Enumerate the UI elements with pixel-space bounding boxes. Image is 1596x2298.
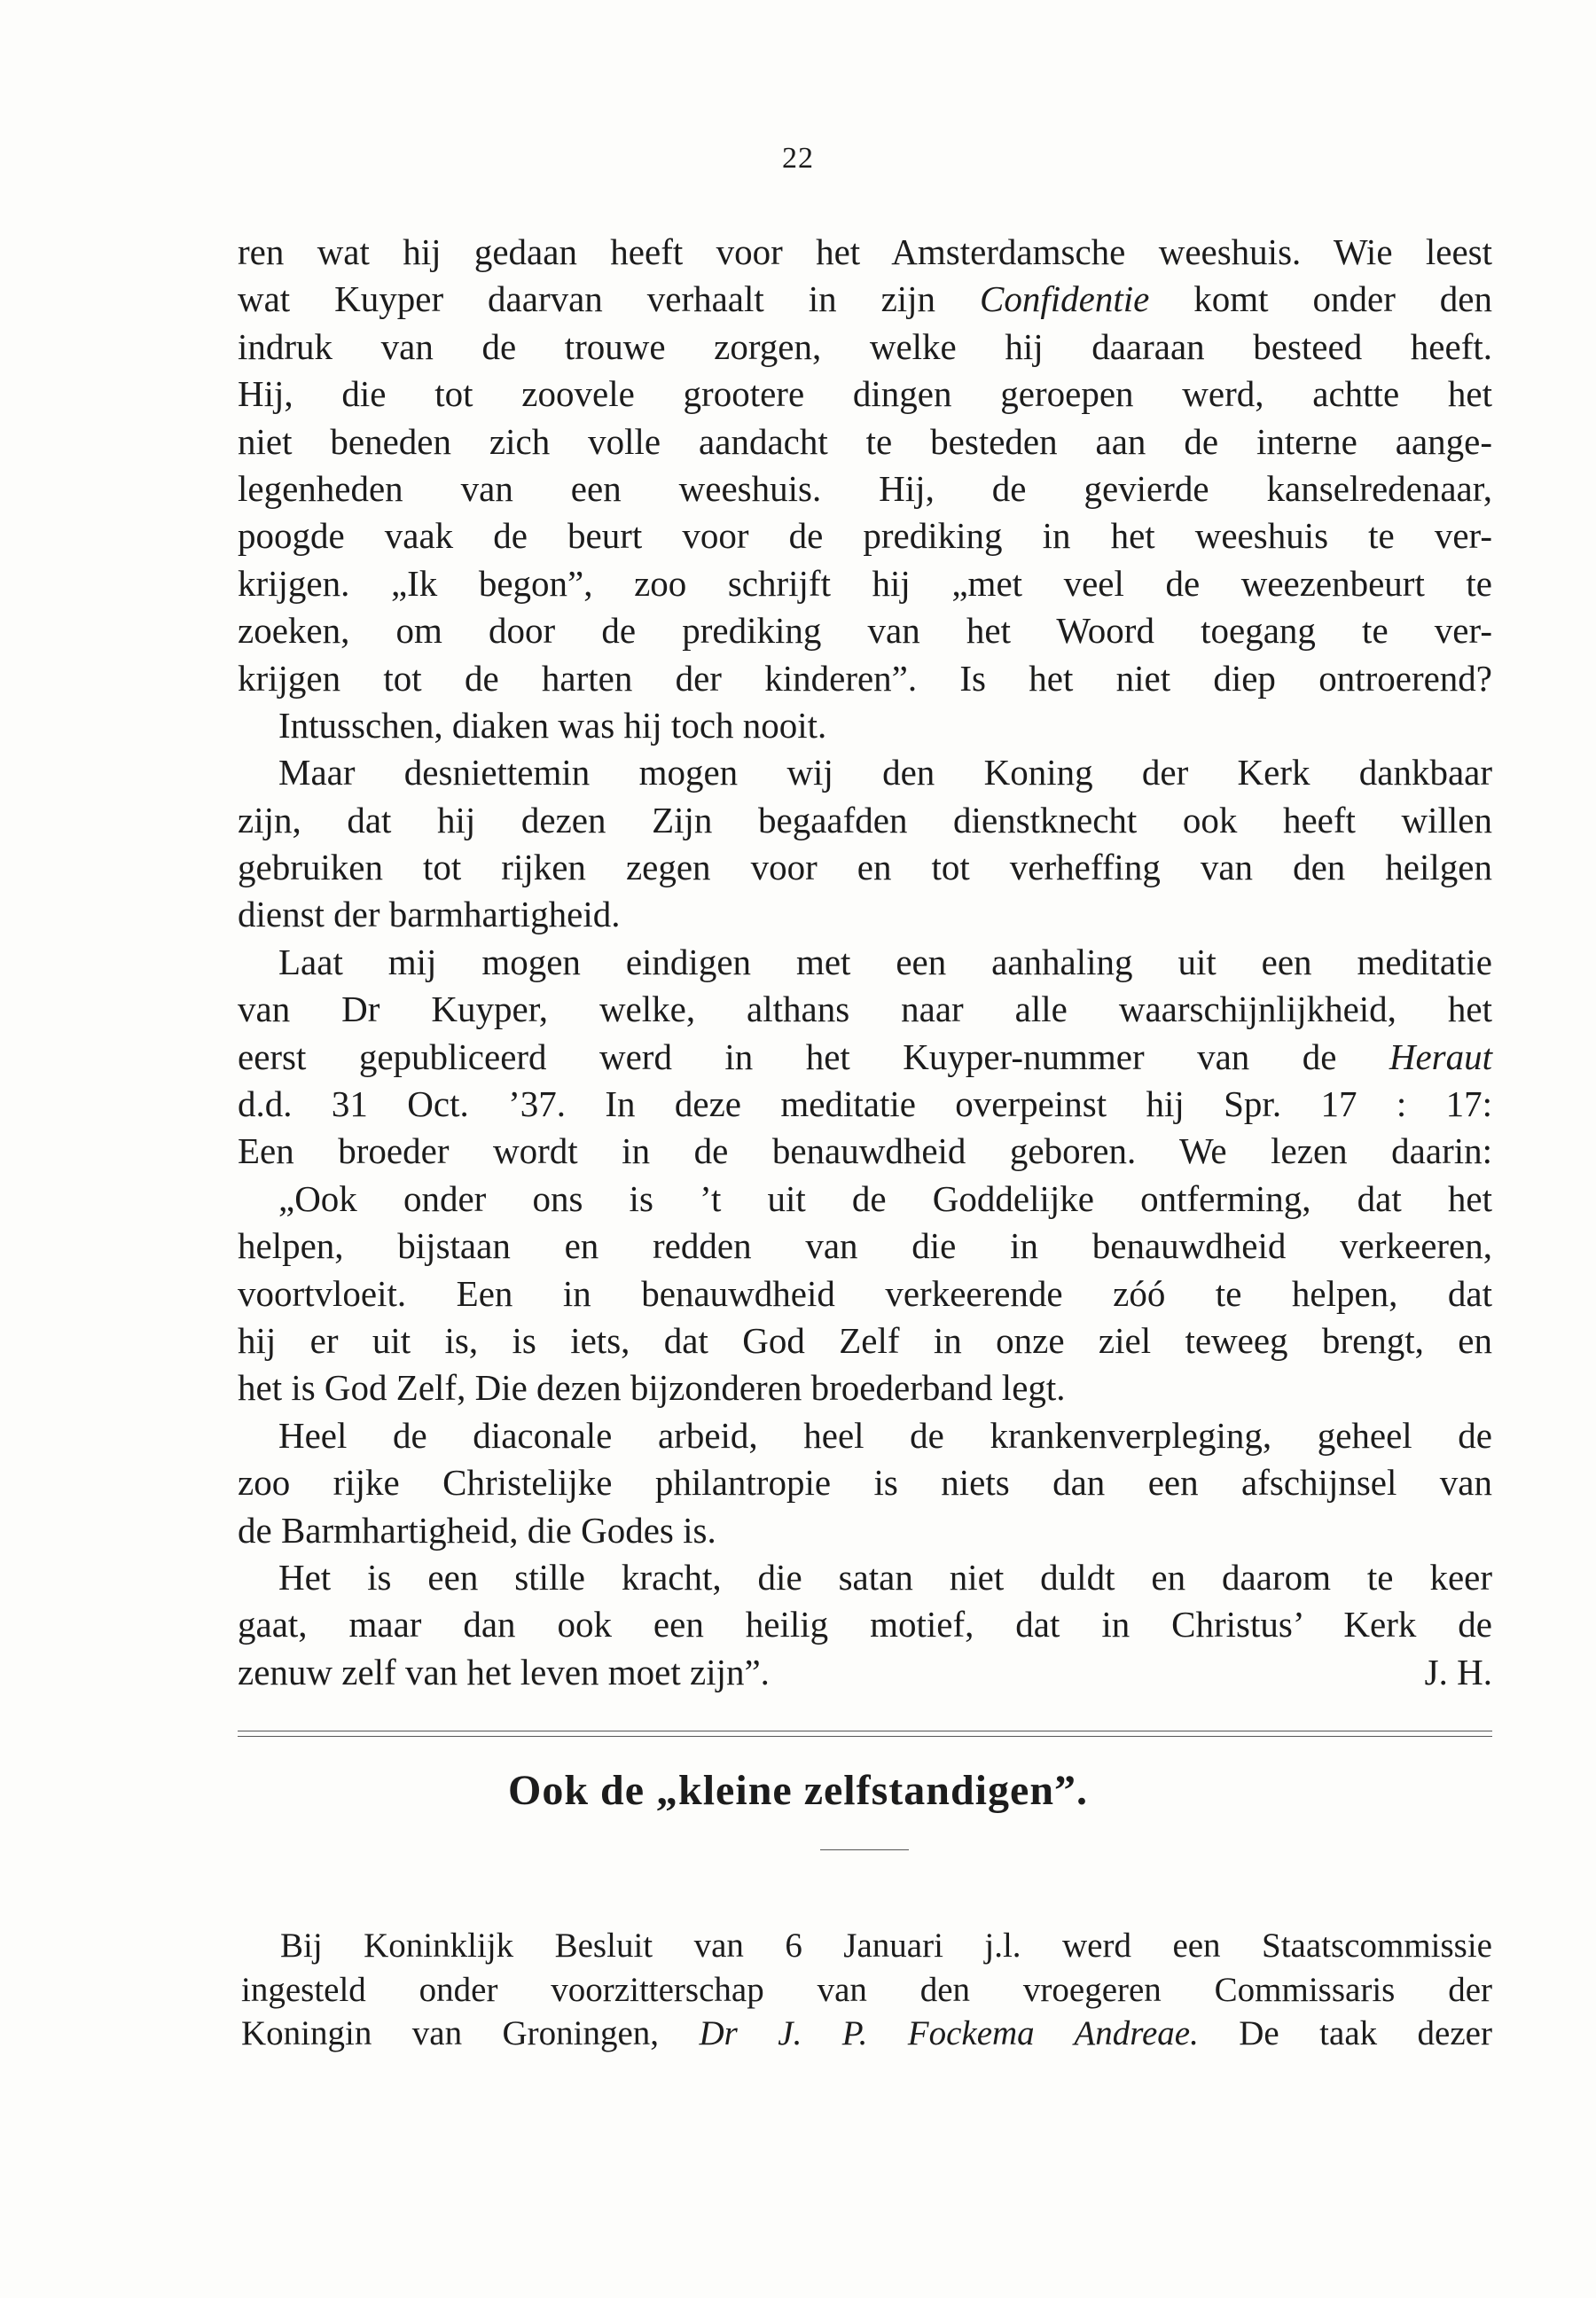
text-line: poogde vaak de beurt voor de prediking in het weeshuis te ver- [238,515,1492,557]
text-line: hij er uit is, is iets, dat God Zelf in onze ziel teweeg brengt, en [238,1319,1492,1361]
signature: J. H. [1424,1651,1492,1692]
text-line: Een broeder wordt in de benauwdheid geboren. We lezen daarin: [238,1130,1492,1172]
text-line: van Dr Kuyper, welke, althans naar alle waarschijnlijkheid, het [238,989,1492,1030]
text-line: wat Kuyper daarvan verhaalt in zijn Confidentie komt onder den [238,278,1492,320]
text-line: legenheden van een weeshuis. Hij, de gevierde kanselredenaar, [238,467,1492,509]
text-line: gaat, maar dan ook een heilig motief, dat in Christus’ Kerk de [238,1604,1492,1645]
text-line: zijn, dat hij dezen Zijn begaafden dienstknecht ook heeft willen [238,799,1492,840]
page-number: 22 [782,142,814,175]
italic-title: Confidentie [980,278,1150,320]
text-line: „Ook onder ons is ’t uit de Goddelijke ontferming, dat het [278,1177,1492,1219]
text-line: gebruiken tot rijken zegen voor en tot verheffing van den heilgen [238,847,1492,888]
title-underline [820,1849,909,1850]
text-line: de Barmhartigheid, die Godes is. [238,1509,716,1551]
text-line: Het is een stille kracht, die satan niet duldt en daarom te keer [278,1556,1492,1598]
text-line: krijgen. „Ik begon”, zoo schrijft hij „met veel de weezenbeurt te [238,562,1492,604]
text-line: Intusschen, diaken was hij toch nooit. [278,704,827,746]
text-line: eerst gepubliceerd werd in het Kuyper-nummer van de Heraut [238,1036,1492,1077]
text-line: krijgen tot de harten der kinderen”. Is het niet diep ontroerend? [238,657,1492,699]
text-line: Koningin van Groningen, Dr J. P. Fockema Andreae. De taak dezer [241,2014,1492,2052]
text-line: ren wat hij gedaan heeft voor het Amsterdamsche weeshuis. Wie leest [238,231,1492,272]
section-divider [238,1736,1492,1737]
italic-title: Heraut [1389,1036,1492,1077]
italic-name: Dr J. P. Fockema Andreae. [699,2014,1199,2052]
text-line: Bij Koninklijk Besluit van 6 Januari j.l. werd een Staatscommissie [280,1927,1492,1965]
text-line: zoeken, om door de prediking van het Woord toegang te ver- [238,610,1492,652]
section-title: Ook de „kleine zelfstandigen”. [507,1767,1089,1814]
text-line: het is God Zelf, Die dezen bijzonderen broederband legt. [238,1367,1066,1409]
text-line: dienst der barmhartigheid. [238,894,621,935]
article-body [238,229,1492,1696]
text-line: d.d. 31 Oct. ’37. In deze meditatie overpeinst hij Spr. 17 : 17: [238,1083,1492,1125]
text-line: ingesteld onder voorzitterschap van den vroegeren Commissaris der [241,1970,1492,2009]
text-line: voortvloeit. Een in benauwdheid verkeerende zóó te helpen, dat [238,1272,1492,1314]
text-line: Heel de diaconale arbeid, heel de krankenverpleging, geheel de [278,1414,1492,1456]
text-line: Maar desniettemin mogen wij den Koning der Kerk dankbaar [278,752,1492,793]
text-line: zoo rijke Christelijke philantropie is niets dan een afschijnsel van [238,1462,1492,1504]
text-line: niet beneden zich volle aandacht te besteden aan de interne aange- [238,420,1492,462]
text-line: helpen, bijstaan en redden van die in benauwdheid verkeeren, [238,1225,1492,1267]
text-line: Hij, die tot zoovele grootere dingen geroepen werd, achtte het [238,373,1492,415]
section-body [241,1924,1492,2056]
text-line: Laat mij mogen eindigen met een aanhaling uit een meditatie [278,941,1492,982]
text-line: zenuw zelf van het leven moet zijn”. J. H. [238,1649,1492,1696]
text-line: indruk van de trouwe zorgen, welke hij daaraan besteed heeft. [238,325,1492,367]
